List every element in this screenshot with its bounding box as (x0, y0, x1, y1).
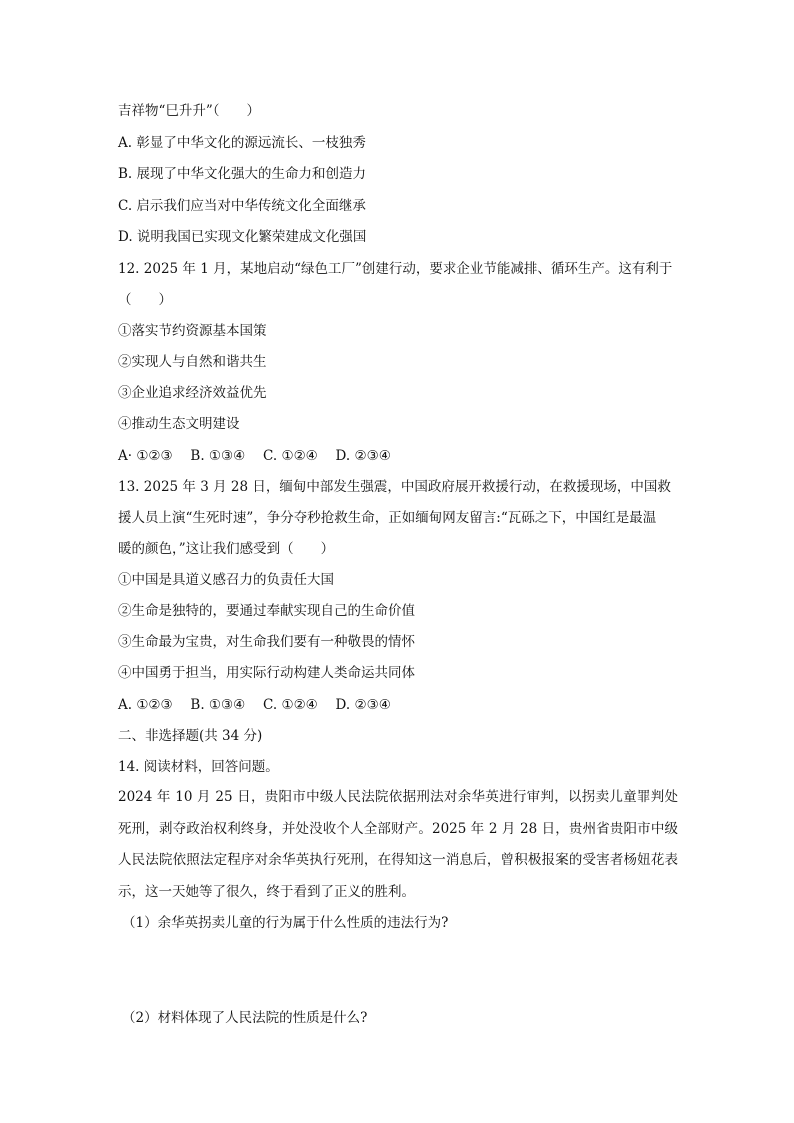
q12-stem-line2: （ ） (118, 292, 172, 308)
q12-statement-3: ③企业追求经济效益优先 (118, 385, 267, 401)
q13-statement-2: ②生命是独特的，要通过奉献实现自己的生命价值 (118, 603, 415, 619)
q13-stem-line1: 13. 2025 年 3 月 28 日，缅甸中部发生强震，中国政府展开救援行动，在救援现场，中国救 (118, 479, 671, 495)
q13-statement-4: ④中国勇于担当，用实际行动构建人类命运共同体 (118, 665, 415, 681)
q12-statement-1: ①落实节约资源基本国策 (118, 323, 267, 339)
section-heading: 二、非选择题(共 34 分) (118, 728, 263, 744)
q13-stem-line3: 暖的颜色，”这让我们感受到（ ） (118, 541, 335, 557)
q13-statement-3: ③生命最为宝贵，对生命我们要有一种敬畏的情怀 (118, 634, 415, 650)
q11-option-c: C. 启示我们应当对中华传统文化全面继承 (118, 198, 366, 214)
q13-answer-options: A. ①②③ B. ①③④ C. ①②④ D. ②③④ (118, 697, 391, 713)
q11-option-a: A. 彰显了中华文化的源远流长、一枝独秀 (118, 135, 366, 151)
q11-option-b: B. 展现了中华文化强大的生命力和创造力 (118, 166, 367, 182)
q12-answer-options: A· ①②③ B. ①③④ C. ①②④ D. ②③④ (118, 448, 391, 464)
q14-subquestion-2: （2）材料体现了人民法院的性质是什么? (122, 1010, 368, 1026)
q11-option-d: D. 说明我国已实现文化繁荣建成文化强国 (118, 229, 367, 245)
q12-stem-line1: 12. 2025 年 1 月，某地启动“绿色工厂”创建行动，要求企业节能减排、循环生产。这有利于 (118, 261, 673, 277)
q12-statement-4: ④推动生态文明建设 (118, 416, 240, 432)
q13-statement-1: ①中国是具道义感召力的负责任大国 (118, 572, 334, 588)
q13-stem-line2: 援人员上演“生死时速”，争分夺秒抢救生命，正如缅甸网友留言:“瓦砾之下，中国红是最温 (118, 510, 657, 526)
q14-intro: 14. 阅读材料，回答问题。 (118, 759, 279, 775)
q14-subquestion-1: （1）余华英拐卖儿童的行为属于什么性质的违法行为? (122, 915, 449, 931)
q14-material: 2024 年 10 月 25 日，贵阳市中级人民法院依据刑法对余华英进行审判，以拐卖儿童罪判处死刑，剥夺政治权利终身，并处没收个人全部财产。2025 年 2 月 28 日，贵州省贵阳市中级人民法院依照法定程序对余华英执行死刑，在得知这一消息后，曾积极报案的受害者杨妞花表示，这一天她等了很久，终于看到了正义的胜利。 (118, 789, 678, 900)
q12-statement-2: ②实现人与自然和谐共生 (118, 354, 267, 370)
q11-stem-tail: 吉祥物“巳升升”（ ） (118, 103, 261, 119)
